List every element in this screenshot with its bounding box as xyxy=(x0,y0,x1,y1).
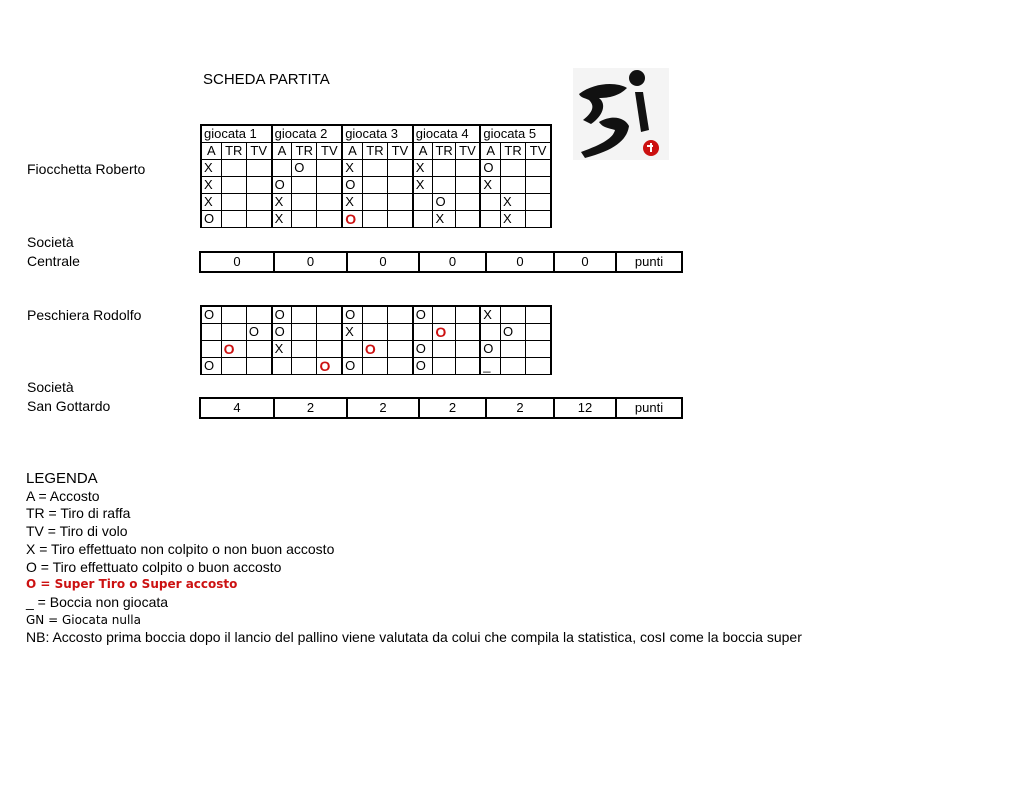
throw-cell xyxy=(388,211,413,228)
throw-cell xyxy=(388,306,413,324)
score-value: 0 xyxy=(347,252,419,272)
throw-mark: O xyxy=(221,341,246,358)
giocata-header: giocata 2 xyxy=(272,125,343,143)
throw-mark: O xyxy=(272,306,292,324)
score-unit: punti xyxy=(616,398,682,418)
throw-type-header: TV xyxy=(455,143,480,160)
throw-mark: O xyxy=(201,211,221,228)
throw-cell xyxy=(526,341,551,358)
score-row xyxy=(199,397,683,419)
giocata-header: giocata 1 xyxy=(201,125,272,143)
throw-type-header: TV xyxy=(246,143,271,160)
legend-item: GN = Giocata nulla xyxy=(26,612,141,627)
throw-mark: O xyxy=(480,341,500,358)
throw-mark: O xyxy=(413,358,433,375)
throw-cell xyxy=(526,358,551,375)
throw-mark: O xyxy=(246,324,271,341)
throw-cell xyxy=(433,341,455,358)
throw-cell xyxy=(221,306,246,324)
score-value: 2 xyxy=(347,398,419,418)
throw-cell xyxy=(221,358,246,375)
throw-cell xyxy=(292,306,317,324)
throw-mark: X xyxy=(433,211,455,228)
throw-cell xyxy=(221,177,246,194)
throw-type-header: TV xyxy=(388,143,413,160)
throw-cell xyxy=(246,211,271,228)
throw-cell xyxy=(433,177,455,194)
throw-cell xyxy=(317,160,342,177)
throw-mark: X xyxy=(272,194,292,211)
legend-item: TV = Tiro di volo xyxy=(26,523,128,540)
throw-type-header: A xyxy=(342,143,362,160)
legend xyxy=(26,470,802,647)
throw-cell xyxy=(433,306,455,324)
bocce-player-icon xyxy=(573,68,669,160)
score-value: 0 xyxy=(419,252,486,272)
throw-cell xyxy=(317,177,342,194)
throw-mark: O xyxy=(342,358,362,375)
throw-mark: O xyxy=(342,177,362,194)
legend-title: LEGENDA xyxy=(26,470,98,487)
throw-cell xyxy=(362,211,387,228)
legend-item: A = Accosto xyxy=(26,487,100,504)
throw-cell xyxy=(246,177,271,194)
throw-mark: _ xyxy=(480,358,500,375)
legend-item-super: O = Super Tiro o Super accosto xyxy=(26,577,238,592)
throw-cell xyxy=(201,341,221,358)
societa-name: Centrale xyxy=(27,253,80,269)
throw-cell xyxy=(455,341,480,358)
throw-cell xyxy=(526,160,551,177)
throw-cell xyxy=(480,211,500,228)
throw-cell xyxy=(292,211,317,228)
throw-cell xyxy=(362,160,387,177)
throw-cell xyxy=(221,194,246,211)
throw-cell xyxy=(317,194,342,211)
throw-cell xyxy=(388,324,413,341)
score-value: 2 xyxy=(274,398,347,418)
throw-cell xyxy=(246,341,271,358)
throw-cell xyxy=(246,358,271,375)
throw-type-header: A xyxy=(272,143,292,160)
throw-cell xyxy=(413,194,433,211)
throw-cell xyxy=(221,211,246,228)
throw-cell xyxy=(201,324,221,341)
throw-cell xyxy=(455,324,480,341)
throw-mark: X xyxy=(201,160,221,177)
throw-cell xyxy=(362,358,387,375)
throw-mark: X xyxy=(480,306,500,324)
score-value: 2 xyxy=(419,398,486,418)
throw-mark: X xyxy=(342,194,362,211)
throw-mark: X xyxy=(272,211,292,228)
throw-cell xyxy=(292,324,317,341)
throw-mark: X xyxy=(342,160,362,177)
throw-cell xyxy=(317,341,342,358)
throw-mark: O xyxy=(480,160,500,177)
throw-cell xyxy=(500,358,525,375)
throw-cell xyxy=(500,306,525,324)
throw-cell xyxy=(221,324,246,341)
throw-mark: O xyxy=(362,341,387,358)
throw-cell xyxy=(317,306,342,324)
throw-cell xyxy=(292,177,317,194)
throw-cell xyxy=(526,324,551,341)
throw-type-header: TR xyxy=(433,143,455,160)
throw-cell xyxy=(455,160,480,177)
throw-cell xyxy=(413,211,433,228)
throw-cell xyxy=(246,160,271,177)
score-value: 0 xyxy=(200,252,274,272)
throw-cell xyxy=(246,194,271,211)
score-value: 0 xyxy=(486,252,554,272)
player-name: Fiocchetta Roberto xyxy=(27,161,146,177)
throw-cell xyxy=(292,194,317,211)
throw-cell xyxy=(526,177,551,194)
throw-cell xyxy=(272,160,292,177)
throw-cell xyxy=(362,194,387,211)
throw-cell xyxy=(221,160,246,177)
throw-cell xyxy=(480,324,500,341)
throw-mark: O xyxy=(342,306,362,324)
throw-cell xyxy=(500,341,525,358)
throw-cell xyxy=(455,194,480,211)
throw-mark: X xyxy=(413,160,433,177)
throw-cell xyxy=(388,177,413,194)
throw-mark: X xyxy=(480,177,500,194)
throw-cell xyxy=(362,306,387,324)
throw-cell xyxy=(388,358,413,375)
throw-type-header: TR xyxy=(362,143,387,160)
throw-cell xyxy=(526,194,551,211)
throw-mark: O xyxy=(317,358,342,375)
throw-mark: O xyxy=(272,177,292,194)
legend-item-note: NB: Accosto prima boccia dopo il lancio del pallino viene valutata da colui che compila la statistica, cosI come la boccia super xyxy=(26,629,802,646)
giocata-header: giocata 4 xyxy=(413,125,481,143)
throw-mark: X xyxy=(272,341,292,358)
throw-cell xyxy=(413,324,433,341)
throw-cell xyxy=(526,306,551,324)
throw-cell xyxy=(317,211,342,228)
societa-name: San Gottardo xyxy=(27,398,111,414)
throw-mark: X xyxy=(201,194,221,211)
societa-label: Società xyxy=(27,379,74,395)
throw-type-header: TV xyxy=(526,143,551,160)
throw-cell xyxy=(362,324,387,341)
throws-grid xyxy=(200,305,552,375)
throw-cell xyxy=(455,211,480,228)
throw-cell xyxy=(246,306,271,324)
throw-cell xyxy=(388,194,413,211)
legend-item: O = Tiro effettuato colpito o buon accosto xyxy=(26,558,282,575)
score-value: 0 xyxy=(554,252,616,272)
throw-type-header: TR xyxy=(292,143,317,160)
throw-mark: O xyxy=(413,306,433,324)
player-name: Peschiera Rodolfo xyxy=(27,307,142,323)
throw-type-header: A xyxy=(480,143,500,160)
throw-mark: X xyxy=(201,177,221,194)
throws-grid xyxy=(200,124,552,228)
throw-cell xyxy=(342,341,362,358)
giocata-header: giocata 5 xyxy=(480,125,551,143)
throw-mark: X xyxy=(413,177,433,194)
page-title: SCHEDA PARTITA xyxy=(203,71,330,88)
throw-mark: X xyxy=(501,211,526,228)
throw-mark: O xyxy=(342,211,362,228)
throw-mark: O xyxy=(272,324,292,341)
throw-mark: O xyxy=(201,306,221,324)
throw-cell xyxy=(526,211,551,228)
throw-mark: O xyxy=(413,341,433,358)
throw-cell xyxy=(501,177,526,194)
throw-mark: O xyxy=(201,358,221,375)
throw-cell xyxy=(362,177,387,194)
societa-label: Società xyxy=(27,234,74,250)
throw-cell xyxy=(501,160,526,177)
throw-type-header: A xyxy=(201,143,221,160)
throw-cell xyxy=(388,160,413,177)
throw-mark: O xyxy=(433,194,455,211)
throw-cell xyxy=(455,358,480,375)
score-value: 2 xyxy=(486,398,554,418)
throw-cell xyxy=(433,160,455,177)
throw-mark: X xyxy=(342,324,362,341)
score-value: 4 xyxy=(200,398,274,418)
legend-item: X = Tiro effettuato non colpito o non buon accosto xyxy=(26,540,335,557)
throw-cell xyxy=(433,358,455,375)
score-value: 0 xyxy=(274,252,347,272)
throw-cell xyxy=(292,341,317,358)
throw-type-header: TR xyxy=(501,143,526,160)
giocata-header: giocata 3 xyxy=(342,125,413,143)
score-unit: punti xyxy=(616,252,682,272)
legend-item: _ = Boccia non giocata xyxy=(26,593,169,610)
throw-cell xyxy=(455,306,480,324)
throw-type-header: A xyxy=(413,143,433,160)
throw-mark: X xyxy=(501,194,526,211)
throw-cell xyxy=(388,341,413,358)
throw-mark: O xyxy=(433,324,455,341)
score-row xyxy=(199,251,683,273)
throw-cell xyxy=(317,324,342,341)
throw-type-header: TV xyxy=(317,143,342,160)
throw-cell xyxy=(480,194,500,211)
throw-cell xyxy=(272,358,292,375)
throw-mark: O xyxy=(292,160,317,177)
legend-item: TR = Tiro di raffa xyxy=(26,505,131,522)
throw-type-header: TR xyxy=(221,143,246,160)
throw-mark: O xyxy=(500,324,525,341)
score-value: 12 xyxy=(554,398,616,418)
throw-cell xyxy=(455,177,480,194)
throw-cell xyxy=(292,358,317,375)
